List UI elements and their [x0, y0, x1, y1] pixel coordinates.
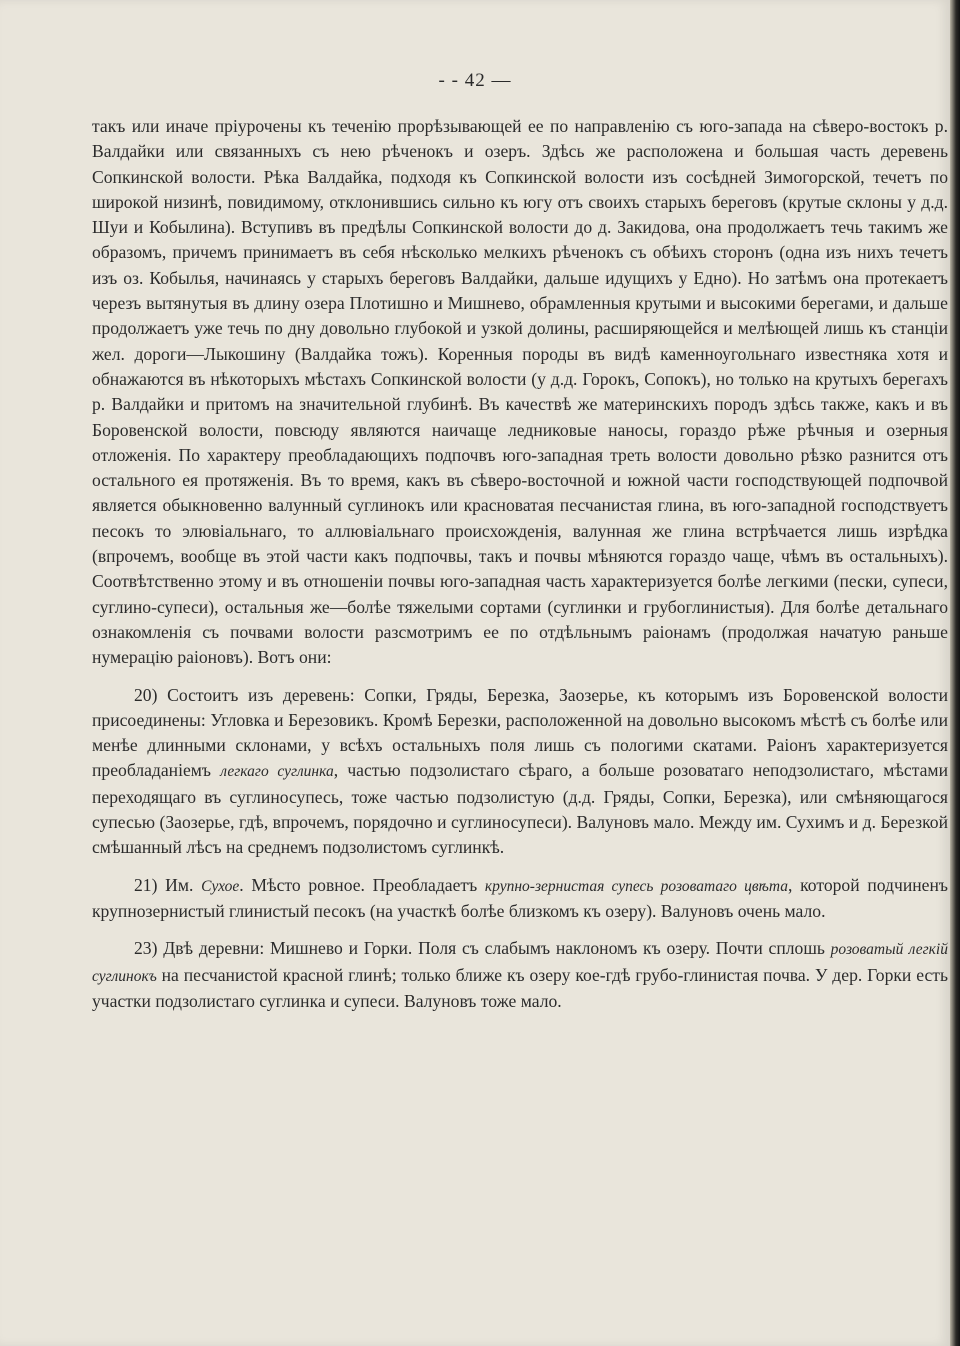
emphasized-soil-term: легкаго суглинка	[220, 763, 334, 781]
paragraph-district-23	[92, 936, 948, 1014]
emphasized-soil-term: розоватый легкій суглинокъ	[92, 941, 948, 985]
paragraph-text: такъ или иначе пріурочены къ теченію прорѣзывающей ее по направленію съ юго-запада на сѣверо-востокъ р. Валдайки или связанныхъ съ нею рѣченокъ и озеръ. Здѣсь же расположена и большая часть деревень Сопкинской волости. Рѣка Валдайка, подходя къ Сопкинской волости изъ сосѣдней Зимогорской, течетъ по широкой низинѣ, повидимому, отклонившись сильно къ югу отъ своихъ старыхъ береговъ (крутые склоны у д.д. Шуи и Кобылина). Вступивъ въ предѣлы Сопкинской волости до д. Закидова, она продолжаетъ течь такимъ же образомъ, причемъ принимаетъ въ себя нѣсколько мелкихъ рѣченокъ съ обѣихъ сторонъ (одна изъ нихъ течетъ изъ оз. Кобылья, начинаясь у старыхъ береговъ Валдайки, дальше идущихъ у Едно). Но затѣмъ она протекаетъ черезъ вытянутыя въ длину озера Плотишно и Мишнево, обрамленныя крутыми и высокими берегами, и дальше продолжаетъ уже течь по дну довольно глубокой и узкой долины, расширяющейся и мелѣющей лишь къ станціи жел. дороги—Лыкошину (Валдайка тожъ). Коренныя породы въ видѣ каменноугольнаго известняка хотя и обнажаются въ нѣкоторыхъ мѣстахъ Сопкинской волости (у д.д. Горокъ, Сопокъ), но только на крутыхъ берегахъ р. Валдайки и притомъ на значительной глубинѣ. Въ качествѣ же материнскихъ породъ здѣсь также, какъ и въ Боровенской волости, повсюду являются наичаще ледниковые наносы, гораздо рѣже рѣчныя и озерныя отложенія. По характеру преобладающихъ подпочвъ юго-западная треть волости довольно рѣзко разнится отъ остального ея протяженія. Въ то время, какъ въ сѣверо-восточной и южной части господствующей подпочвой является обыкновенно валунный суглинокъ или красноватая песчанистая глина, въ юго-западной господствуетъ песокъ то элювіальнаго, то аллювіальнаго происхожденія, валунная же глина встрѣчается лишь изрѣдка (впрочемъ, вообще въ этой части какъ подпочвы, такъ и почвы мѣняются гораздо чаще, чѣмъ въ остальныхъ). Соотвѣтственно этому и въ отношеніи почвы юго-западная часть характеризуется болѣе легкими (пески, супеси, суглино-супеси), остальныя же—болѣе тяжелыми сортами (суглинки и грубоглинистыя). Для болѣе детальнаго ознакомленія съ почвами волости разсмотримъ ее по отдѣльнымъ раіонамъ (продолжая начатую раньше нумерацію раіоновъ). Вотъ они:	[92, 116, 948, 668]
paragraph-text: 21) Им.	[134, 874, 202, 895]
paragraph-district-20	[92, 683, 948, 861]
emphasized-soil-term: крупно-зернистая супесь розоватаго цвѣта	[484, 877, 789, 895]
paragraph-intro	[92, 114, 948, 671]
paragraph-text: , частью подзолистаго сѣраго, а больше розоватаго неподзолистаго, мѣстами переходящаго въ суглиносупесь, тоже частью подзолистую (д.д. Гряды, Сопки, Березка), или смѣняющагося супесью (Заозерье, гдѣ, впрочемъ, порядочно и суглиносупеси). Валуновъ мало. Между им. Сухимъ и д. Березкой смѣшанный лѣсъ на среднемъ подзолистомъ суглинкѣ.	[92, 760, 948, 858]
book-spine-edge	[950, 0, 960, 1346]
paragraph-text: 23) Двѣ деревни: Мишнево и Горки. Поля съ слабымъ наклономъ къ озеру. Почти сплошь	[134, 938, 831, 959]
page-number: - - 42 —	[438, 70, 512, 91]
paragraph-text: , которой подчиненъ крупнозернистый глинистый песокъ (на участкѣ болѣе близкомъ къ озеру). Валуновъ очень мало.	[92, 874, 949, 921]
paragraph-text: на песчанистой красной глинѣ; только ближе къ озеру кое-гдѣ грубо-глинистая почва. У дер. Горки есть участки подзолистаго суглинка и супеси. Валуновъ тоже мало.	[92, 964, 948, 1011]
paragraph-district-21	[92, 873, 948, 925]
paragraph-text: . Мѣсто ровное. Преобладаетъ	[239, 874, 485, 895]
paragraph-text: 20) Состоитъ изъ деревень: Сопки, Гряды, Березка, Заозерье, къ которымъ изъ Боровенской волости присоединены: Угловка и Березовикъ. Кромѣ Березки, расположенной на довольно высокомъ мѣстѣ съ болѣе или менѣе длинными склонами, у всѣхъ остальныхъ поля лишь съ пологими скатами. Раіонъ характеризуется преобладаніемъ	[92, 684, 948, 781]
emphasized-estate-name: Сухое	[201, 877, 240, 895]
page-body	[92, 114, 948, 1014]
